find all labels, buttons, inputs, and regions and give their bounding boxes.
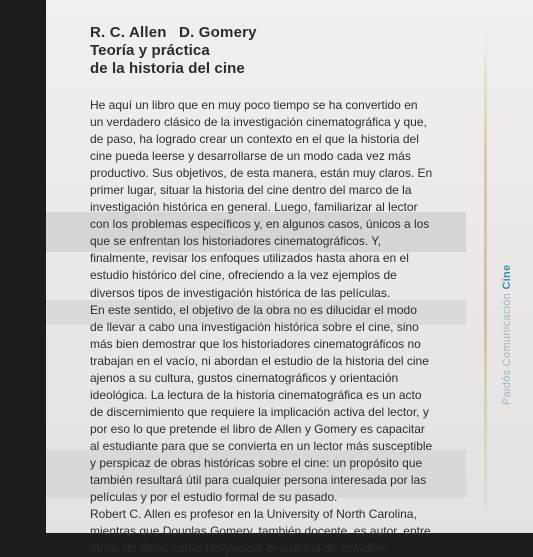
book-header <box>90 24 450 78</box>
series-label <box>501 265 513 406</box>
blurb-line: En este sentido, el objetivo de la obra no es dilucidar el modo <box>90 302 417 317</box>
blurb-line: diversos tipos de investigación histórica de las películas. <box>90 285 391 300</box>
series-name: Paidós Comunicación <box>501 292 513 405</box>
decorative-vertical-line <box>484 30 487 510</box>
blurb-line: de llevar a cabo una investigación histórica sobre el cine, sino <box>90 319 419 334</box>
blurb-line: productivo. Sus objetivos, de esta manera, están muy claros. En <box>90 166 433 181</box>
authors <box>90 24 450 42</box>
author-name: R. C. Allen <box>90 24 167 41</box>
blurb-line: cine pueda leerse y desarrollarse de un modo cada vez más <box>90 149 411 164</box>
blurb-line: un verdadero clásico de la investigación cinematográfica y que, <box>90 115 427 130</box>
blurb-line: mientras que Douglas Gomery, también docente, es autor, entre <box>90 524 431 539</box>
blurb-line: con los problemas específicos y, en algunos casos, únicos a los <box>90 217 430 232</box>
book-title-line: de la historia del cine <box>90 60 245 77</box>
author-name: D. Gomery <box>179 24 257 41</box>
blurb-line <box>90 540 470 557</box>
series-category: Cine <box>501 264 513 290</box>
blurb-line: más bien demostrar que los historiadores cinematográficos no <box>90 336 421 351</box>
blurb-line: de paso, ha logrado crear un contexto en el que la historia del <box>90 132 419 147</box>
blurb-line: estudio histórico del cine, ofreciendo a la vez ejemplos de <box>90 268 397 283</box>
book-title-line: Teoría y práctica <box>90 42 210 59</box>
blurb-text-segment: otros, de libros como <box>90 541 205 556</box>
blurb-line: ajenos a su cultura, gustos cinematográficos y orientación <box>90 370 399 385</box>
blurb-line: primer lugar, situar la historia del cine dentro del marco de la <box>90 183 412 198</box>
blurb-line: películas y por el estudio formal de su pasado. <box>90 490 338 505</box>
blurb-line: de discernimiento que requiere la implicación activa del lector, y <box>90 404 429 419</box>
blurb-line: finalmente, revisar los enfoques utilizados hasta ahora en el <box>90 251 409 266</box>
blurb-line: Robert C. Allen es profesor en la University of North Carolina, <box>90 507 417 522</box>
blurb-text-segment: . <box>385 541 389 556</box>
blurb-line: por eso lo que pretende el libro de Allen y Gomery es capacitar <box>90 421 425 436</box>
blurb-line: también resultará útil para cualquier persona interesada por las <box>90 473 427 488</box>
blurb-line: He aquí un libro que en muy poco tiempo se ha convertido en <box>90 98 418 112</box>
blurb-line: y perspicaz de obras históricas sobre el cine: un propósito que <box>90 455 423 470</box>
blurb-line: al estudiante para que se convierta en un lector más susceptible <box>90 438 433 453</box>
blurb-text <box>90 97 470 557</box>
blurb-line: ideológica. La lectura de la historia cinematográfica es un acto <box>90 387 422 402</box>
book-reference-title: Hollywood: el sistema de estudios <box>204 541 386 556</box>
blurb-line: que se enfrentan los historiadores cinematográficos. Y, <box>90 234 382 249</box>
book-back-cover <box>46 0 533 556</box>
blurb-line: trabajan en el vacío, ni abordan el estudio de la historia del cine <box>90 353 429 368</box>
blurb-line: investigación histórica en general. Luego, familiarizar al lector <box>90 200 418 215</box>
